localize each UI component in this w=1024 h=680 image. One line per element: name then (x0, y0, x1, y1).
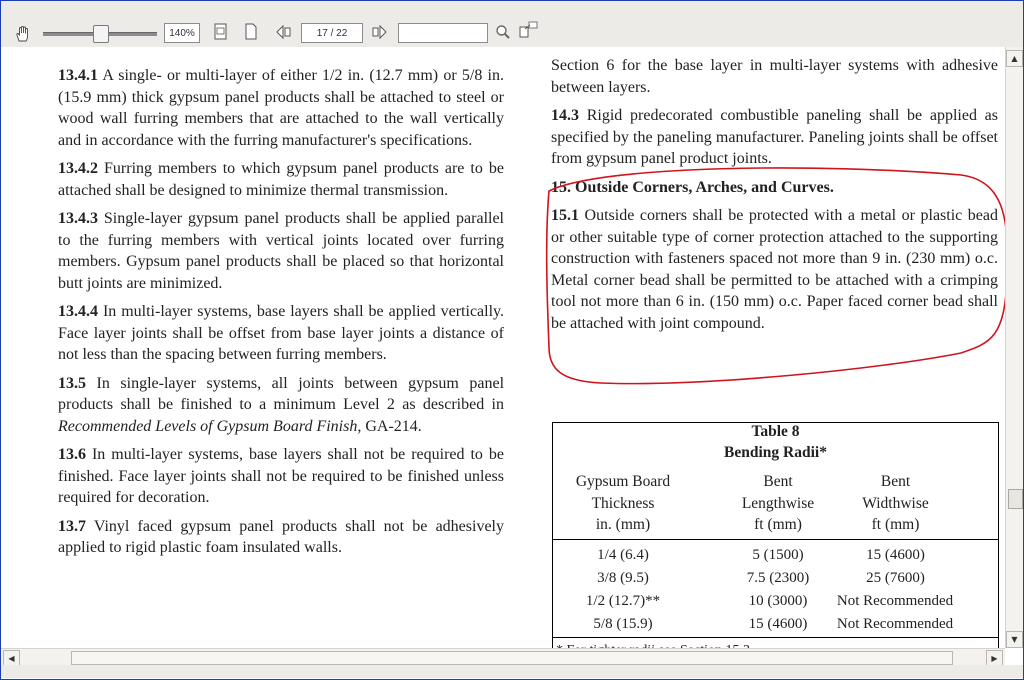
right-column (551, 55, 998, 341)
paragraph-13-7: 13.7 Vinyl faced gypsum panel products shall not be adhesively applied to rigid plastic foam insulated walls. (58, 517, 504, 556)
table-row: 3/8 (9.5) 7.5 (2300) 25 (7600) (597, 570, 925, 586)
paragraph-13-6: 13.6 In multi-layer systems, base layers shall not be required to be finished. Face layer joints shall not be required to be finished unless required for decoration. (58, 446, 504, 506)
header-widthwise: Bent Widthwise ft (mm) (862, 473, 929, 533)
table-subtitle: Bending Radii* (724, 444, 827, 461)
toolbar (1, 1, 1023, 48)
zoom-field[interactable]: 140% (164, 23, 200, 43)
paragraph-13-4-3: 13.4.3 Single-layer gypsum panel products shall be applied parallel to the furring members with vertical joints located over furring members. Gypsum panel products shall be placed so that horizontal butt joints are minimized. (58, 210, 504, 292)
paragraph-13-4-1: 13.4.1 A single- or multi-layer of either 1/2 in. (12.7 mm) or 5/8 in. (15.9 mm) thick gypsum panel products shall be attached to steel or wood wall furring members that are attached to the wall vertically and in accordance with the furring manufacturer's specifications. (58, 67, 504, 149)
left-column (58, 65, 504, 566)
extract-icon[interactable] (518, 20, 538, 40)
paragraph-13-5: 13.5 In single-layer systems, all joints between gypsum panel products shall be finished to a minimum Level 2 as described in Recommended Levels of Gypsum Board Finish, GA-214. (58, 374, 505, 435)
status-bar (1, 665, 1023, 678)
scroll-down-icon[interactable]: ▼ (1006, 631, 1023, 648)
document-viewport[interactable] (1, 47, 1005, 648)
table-row: 1/2 (12.7)** 10 (3000) Not Recommended (585, 593, 954, 609)
header-lengthwise: Bent Lengthwise ft (mm) (741, 473, 815, 533)
search-input[interactable] (398, 23, 488, 43)
footer-rule (553, 637, 998, 638)
paragraph-13-4-4: 13.4.4 In multi-layer systems, base layers shall be applied vertically. Face layer joints shall be offset from base layer joints a distance of not less than the spacing between furring members. (58, 303, 505, 363)
cut-off-text (58, 47, 504, 55)
search-icon[interactable] (493, 22, 513, 42)
table-row: 1/4 (6.4) 5 (1500) 15 (4600) (597, 547, 925, 563)
table-8 (552, 422, 999, 664)
paragraph-15-1: 15.1 Outside corners shall be protected with a metal or plastic bead or other suitable type of corner protection attached to the supporting construction with fasteners spaced not more than 9 in. (230 mm) o.c. Metal corner bead shall be permitted to be attached with a crimping tool not more than 6 in. (150 mm) o.c. Paper faced corner bead shall be attached with joint compound. (551, 207, 999, 332)
paragraph-14-3: 14.3 Rigid predecorated combustible paneling shall be applied as specified by the paneling manufacturer. Paneling joints shall be offset from gypsum panel product joints. (551, 107, 999, 167)
single-page-icon[interactable] (241, 22, 261, 42)
fit-page-icon[interactable] (211, 22, 231, 42)
zoom-slider-thumb[interactable] (93, 25, 109, 43)
vertical-scrollbar[interactable] (1005, 47, 1023, 648)
section-heading-15: 15. Outside Corners, Arches, and Curves. (551, 178, 834, 196)
vertical-scroll-thumb[interactable] (1008, 489, 1023, 509)
previous-page-icon[interactable] (273, 22, 293, 42)
horizontal-scroll-thumb[interactable] (71, 651, 953, 665)
scroll-left-icon[interactable]: ◀ (3, 650, 20, 667)
header-rule (553, 539, 998, 540)
header-thickness: Gypsum Board Thickness in. (mm) (575, 473, 671, 533)
scroll-up-icon[interactable]: ▲ (1006, 50, 1023, 67)
next-page-icon[interactable] (370, 22, 390, 42)
table-row: 5/8 (15.9) 15 (4600) Not Recommended (593, 616, 954, 632)
hand-tool-icon[interactable] (11, 22, 35, 46)
paragraph-13-4-2: 13.4.2 Furring members to which gypsum panel products are to be attached shall be designed to minimize thermal transmission. (58, 160, 504, 199)
scroll-right-icon[interactable]: ▶ (986, 650, 1003, 667)
paragraph-continued: Section 6 for the base layer in multi-layer systems with adhesive between layers. (551, 57, 998, 96)
horizontal-scrollbar[interactable] (1, 648, 1005, 666)
table-title: Table 8 (751, 423, 800, 440)
page-number-field[interactable]: 17 / 22 (301, 23, 363, 43)
